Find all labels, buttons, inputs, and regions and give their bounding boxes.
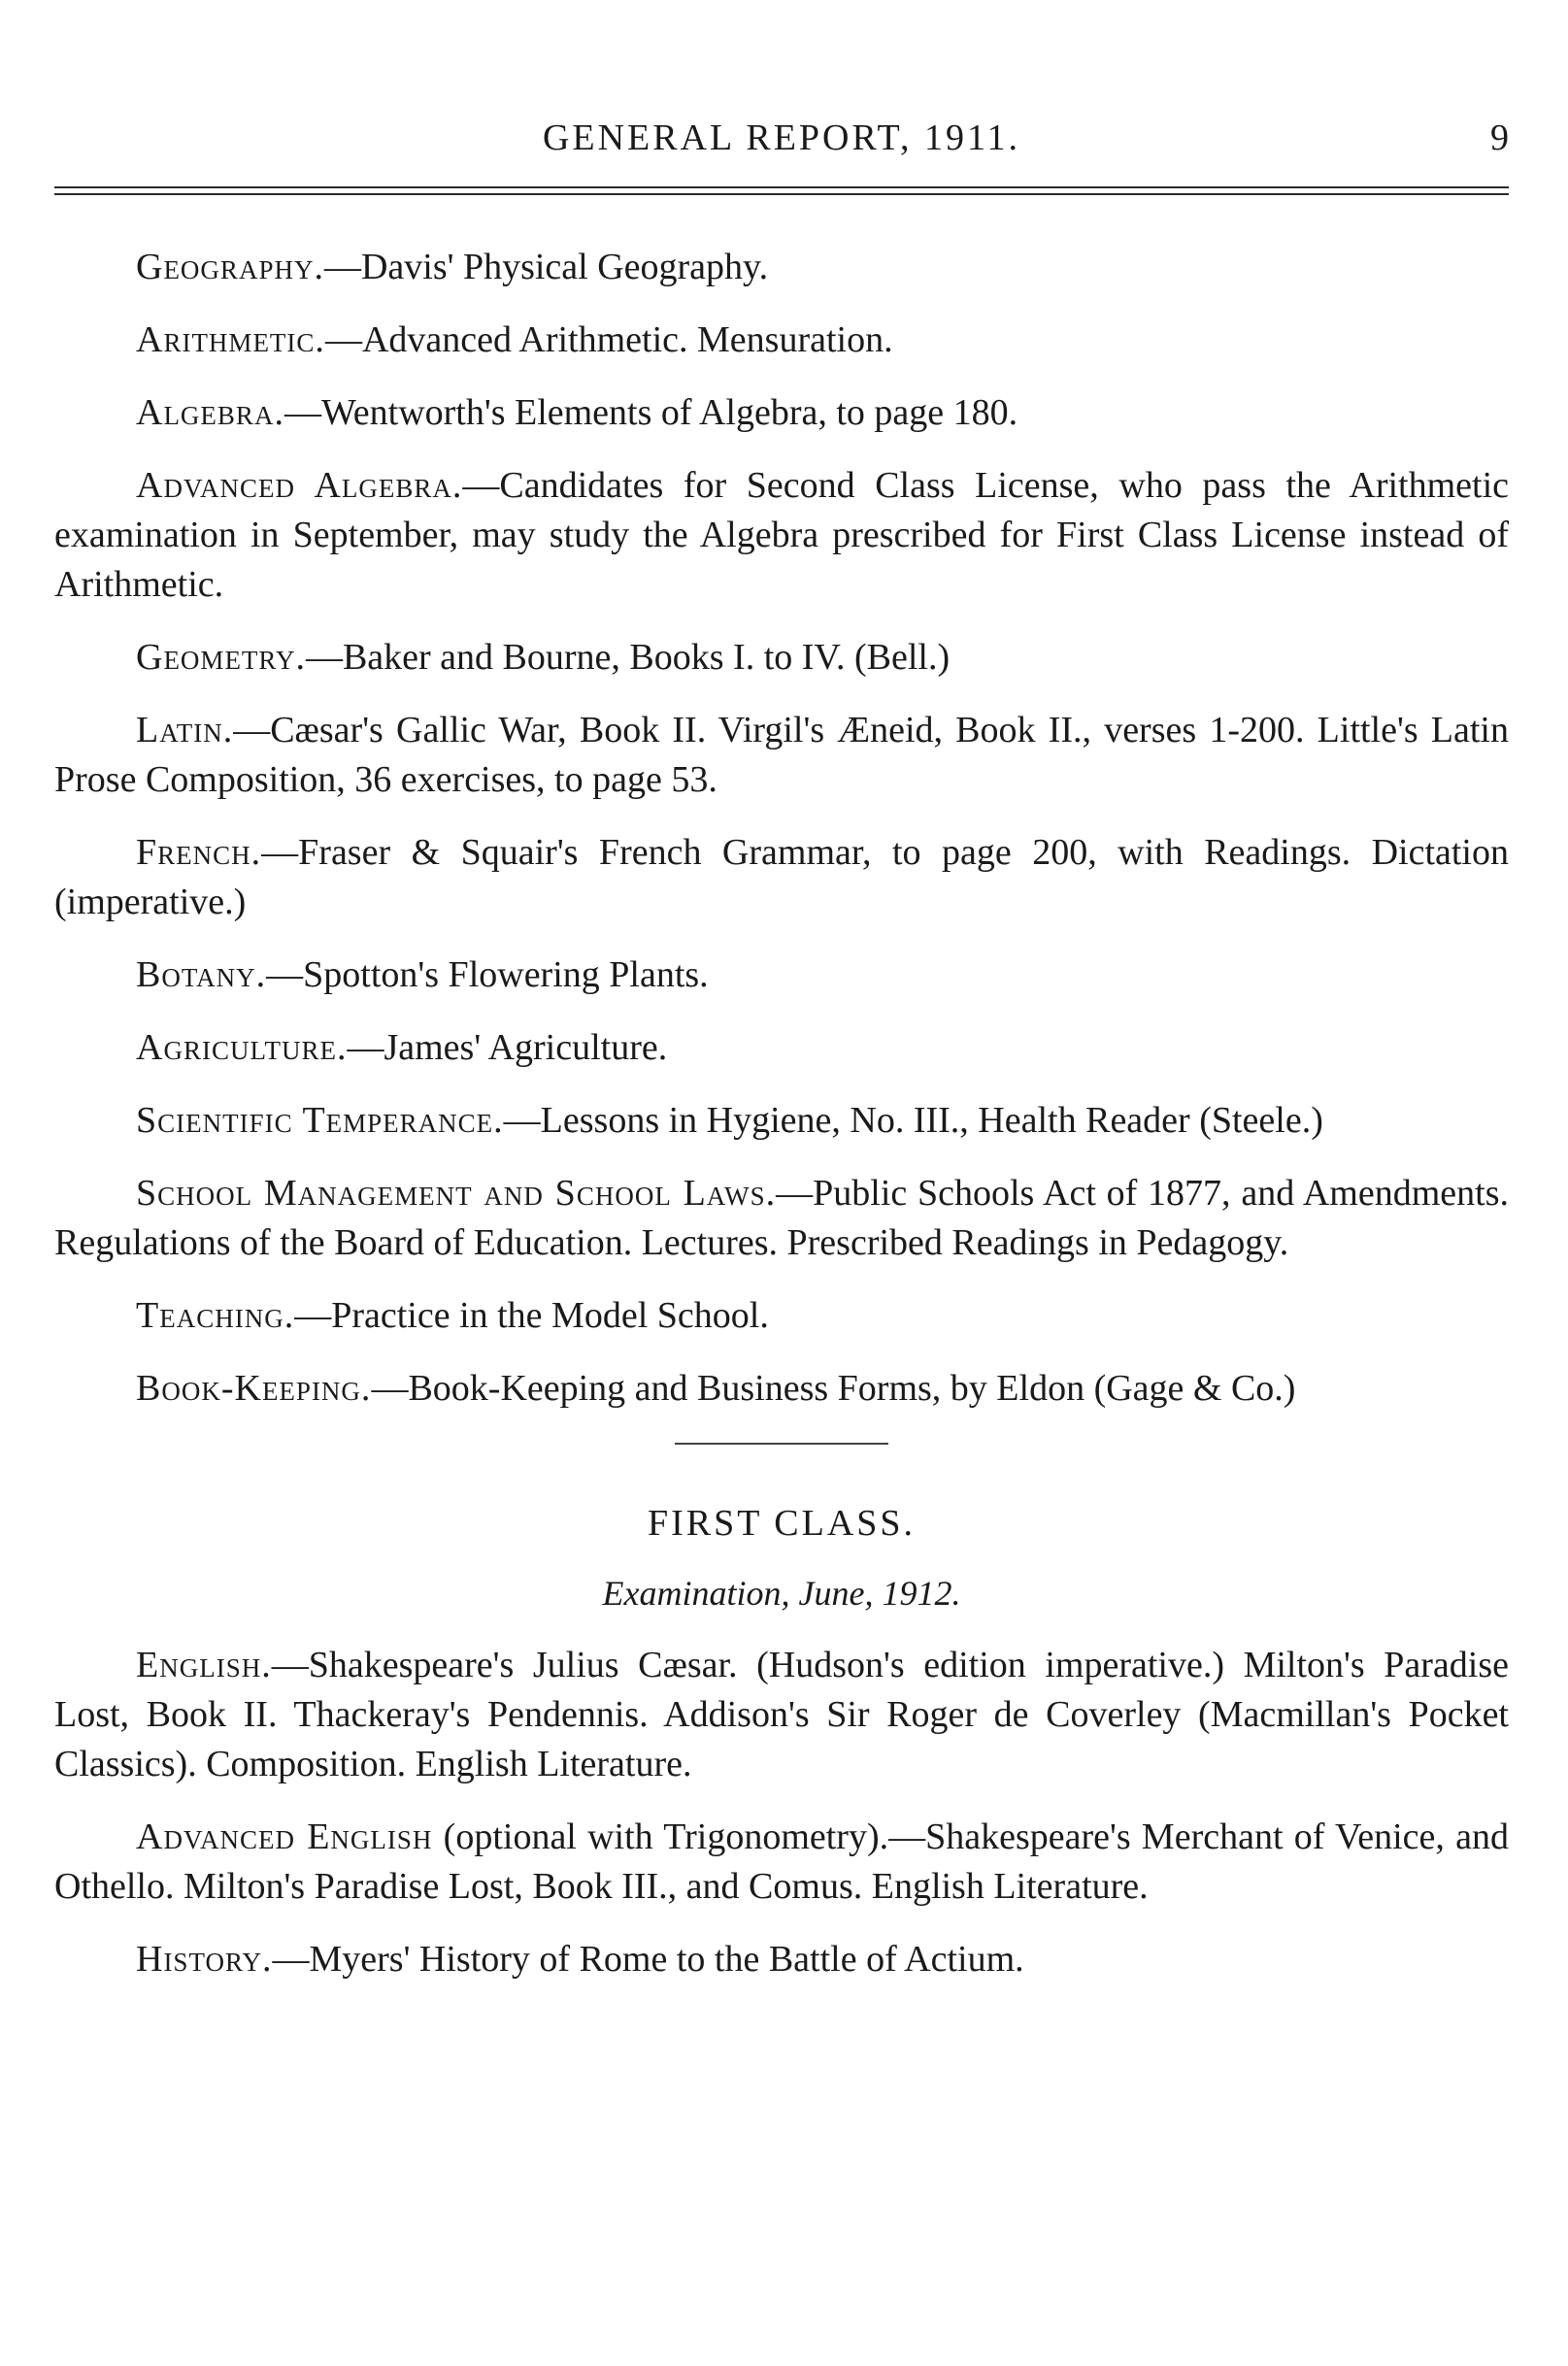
entry-text: (optional with Trigonometry).—Shakespeare's Merchant of Venice, and Othello. Milton's Paradise Lost, Book III., and Comus. English Literature. xyxy=(54,1816,1509,1907)
entry-text: —Wentworth's Elements of Algebra, to page 180. xyxy=(284,392,1018,433)
page-number: 9 xyxy=(1490,117,1509,158)
entry-label: Geometry. xyxy=(136,637,306,678)
entry-history xyxy=(54,1935,1509,1984)
entry-advanced-algebra xyxy=(54,461,1509,610)
entry-text: —Davis' Physical Geography. xyxy=(323,247,769,287)
entry-label: Advanced English xyxy=(136,1816,433,1857)
entry-label: Book-Keeping. xyxy=(136,1368,372,1409)
entry-teaching xyxy=(54,1291,1509,1341)
entry-agriculture xyxy=(54,1023,1509,1073)
section-title: FIRST CLASS. xyxy=(647,1503,917,1544)
entry-text: —Cæsar's Gallic War, Book II. Virgil's Æneid, Book II., verses 1-200. Little's Latin Prose Composition, 36 exercises, to page 53. xyxy=(54,710,1509,800)
entry-text: —James' Agriculture. xyxy=(347,1027,668,1068)
entry-botany xyxy=(54,950,1509,1000)
entry-text: —Fraser & Squair's French Grammar, to page 200, with Readings. Dictation (imperative.) xyxy=(54,832,1509,922)
entry-french xyxy=(54,828,1509,927)
entry-scientific-temperance xyxy=(54,1096,1509,1146)
document-page xyxy=(54,0,1509,2366)
entry-label: Botany. xyxy=(136,954,267,995)
entry-text: —Myers' History of Rome to the Battle of Actium. xyxy=(272,1939,1024,1980)
entry-latin xyxy=(54,706,1509,805)
entry-english xyxy=(54,1641,1509,1789)
entry-label: Arithmetic. xyxy=(136,319,325,360)
entry-label: History. xyxy=(136,1939,273,1980)
section-subtitle: Examination, June, 1912. xyxy=(602,1574,961,1613)
entry-text: —Baker and Bourne, Books I. to IV. (Bell.) xyxy=(305,637,951,678)
entry-arithmetic xyxy=(54,316,1509,365)
entry-school-management xyxy=(54,1169,1509,1268)
entry-text: —Spotton's Flowering Plants. xyxy=(266,954,709,995)
entry-text: —Lessons in Hygiene, No. III., Health Reader (Steele.) xyxy=(503,1100,1323,1141)
entry-text: —Practice in the Model School. xyxy=(294,1295,769,1336)
entry-algebra xyxy=(54,388,1509,438)
entry-label: School Management and School Laws. xyxy=(136,1173,777,1214)
entry-label: Geography. xyxy=(136,247,324,287)
entry-text: —Candidates for Second Class License, who pass the Arithmetic examination in September, may study the Algebra prescribed for First Class License instead of Arithmetic. xyxy=(54,465,1509,605)
document-body xyxy=(54,243,1509,2008)
entry-label: Teaching. xyxy=(136,1295,295,1336)
entry-book-keeping xyxy=(54,1364,1509,1414)
entry-geometry xyxy=(54,633,1509,683)
entry-geography xyxy=(54,243,1509,292)
entry-text: —Shakespeare's Julius Cæsar. (Hudson's edition imperative.) Milton's Paradise Lost, Book II. Thackeray's Pendennis. Addison's Sir Roger de Coverley (Macmillan's Pocket Classics). Composition. English Literature. xyxy=(54,1645,1509,1784)
entry-label: French. xyxy=(136,832,262,873)
entry-label: Advanced Algebra. xyxy=(136,465,463,506)
header-title: GENERAL REPORT, 1911. xyxy=(542,117,1021,158)
entry-label: Scientific Temperance. xyxy=(136,1100,504,1141)
entry-text: —Book-Keeping and Business Forms, by Eldon (Gage & Co.) xyxy=(371,1368,1296,1409)
entry-text: —Public Schools Act of 1877, and Amendments. Regulations of the Board of Education. Lectures. Prescribed Readings in Pedagogy. xyxy=(54,1173,1509,1263)
entry-label: English. xyxy=(136,1645,272,1685)
entry-advanced-english xyxy=(54,1813,1509,1912)
entry-label: Agriculture. xyxy=(136,1027,348,1068)
entry-label: Latin. xyxy=(136,710,234,750)
entry-text: —Advanced Arithmetic. Mensuration. xyxy=(324,319,893,360)
entry-label: Algebra. xyxy=(136,392,284,433)
section-divider xyxy=(675,1443,888,1445)
header-rule xyxy=(54,186,1509,195)
running-header xyxy=(54,109,1509,167)
